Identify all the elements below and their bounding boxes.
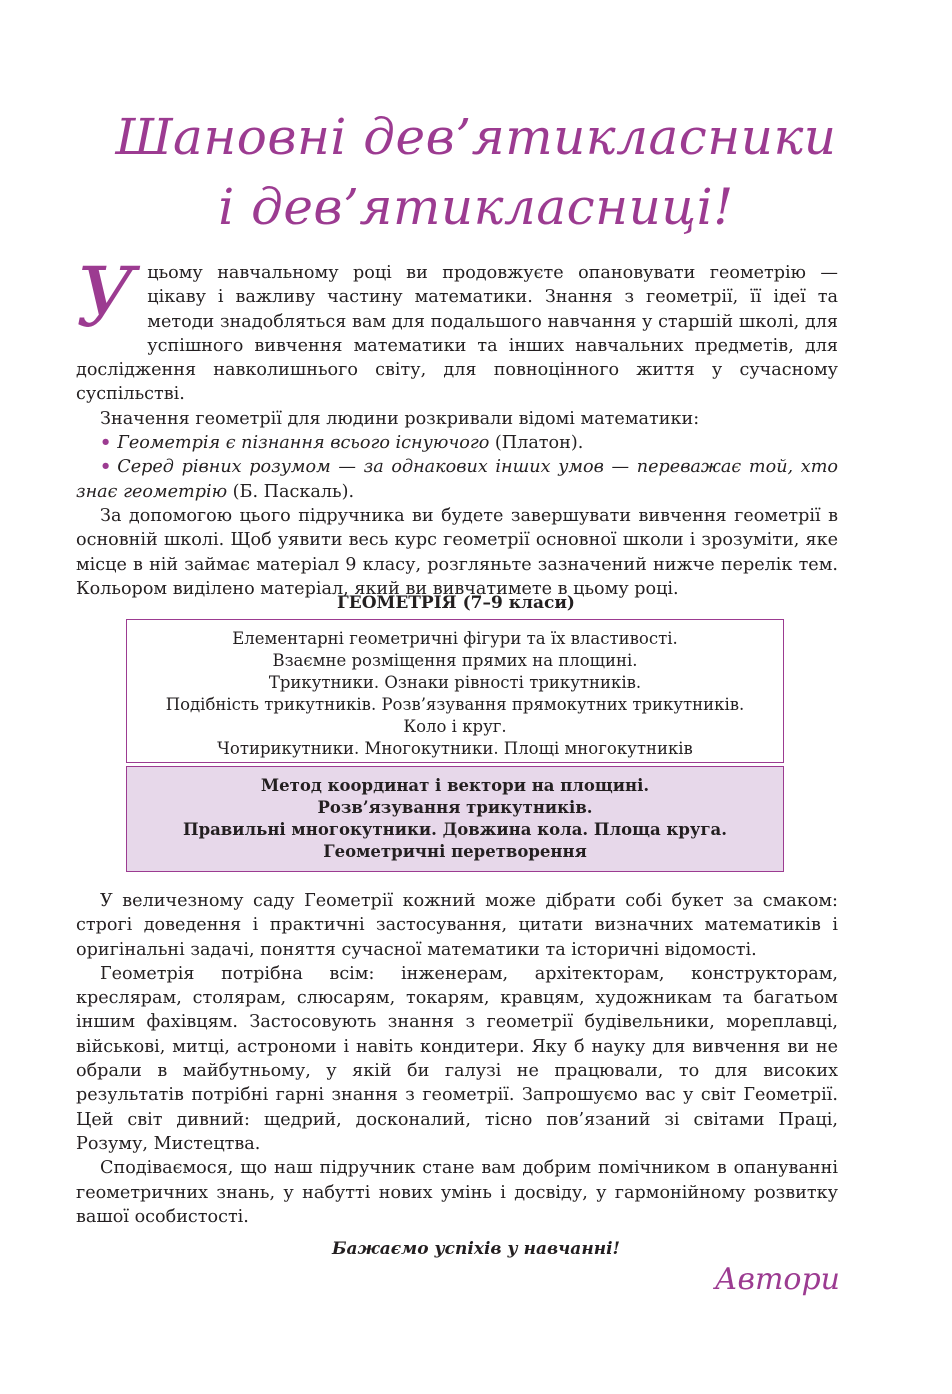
- topics-heading: ГЕОМЕТРІЯ (7–9 класи): [337, 593, 575, 613]
- closing-wish: Бажаємо успіхів у навчанні!: [331, 1239, 621, 1259]
- quote-pascal: [76, 455, 838, 504]
- hope-paragraph: Сподіваємося, що наш підручник стане вам добрим помічником в опануванні геометричних знань, у набутті нових умінь і досвіду, у гармонійному розвитку вашої особистості.: [76, 1158, 838, 1227]
- intro-section: [76, 251, 838, 601]
- page-title-line-2: і дев’ятикласниці!: [218, 178, 734, 236]
- topic-item: Коло і круг.: [403, 717, 507, 736]
- quote-plato: [76, 431, 838, 455]
- topic-item: Взаємне розміщення прямих на площині.: [272, 651, 638, 670]
- page-title-line-1: Шановні дев’ятикласники: [115, 108, 837, 166]
- intro-paragraph: цьому навчальному році ви продовжуєте опановувати геометрію — цікаву і важливу частину математики. Знання з геометрії, її ідеї та методи знадобляться вам для подальшого навчання у старшій школі, для успішного вивчення математики та інших навчальних предметів, для дослідження навколишнього світу, для повноцінного життя у сучасному суспільстві.: [76, 263, 838, 405]
- topic-item: Подібність трикутників. Розв’язування прямокутних трикутників.: [165, 695, 745, 714]
- bullet-icon: •: [100, 432, 112, 454]
- topic-item: Елементарні геометричні фігури та їх властивості.: [232, 629, 678, 648]
- topic-item-highlighted: Розв’язування трикутників.: [317, 798, 593, 817]
- quote-plato-author: (Платон).: [489, 433, 584, 454]
- authors-signature: Автори: [714, 1262, 840, 1297]
- quote-pascal-author: (Б. Паскаль).: [227, 481, 355, 502]
- quote-pascal-text: Серед рівних розумом — за однакових інших умов — переважає той, хто знає геометрію: [76, 457, 838, 502]
- garden-paragraph: У величезному саду Геометрії кожний може дібрати собі букет за смаком: строгі доведення і практичні застосування, цитати визначних математиків і оригінальні задачі, поняття сучасної математики та історичні відомості.: [76, 891, 838, 960]
- drop-cap: У: [76, 251, 136, 346]
- topic-item-highlighted: Правильні многокутники. Довжина кола. Площа круга.: [183, 820, 727, 839]
- topic-item-highlighted: Геометричні перетворення: [323, 842, 587, 861]
- bullet-icon: •: [100, 456, 112, 478]
- quotes-intro-paragraph: Значення геометрії для людини розкривали відомі математики:: [100, 408, 700, 429]
- topic-item-highlighted: Метод координат і вектори на площині.: [260, 776, 650, 795]
- topic-item: Трикутники. Ознаки рівності трикутників.: [268, 673, 642, 692]
- current-topics-box: [126, 766, 784, 872]
- topic-item: Чотирикутники. Многокутники. Площі многокутників: [217, 739, 693, 758]
- professions-paragraph: Геометрія потрібна всім: інженерам, архітекторам, конструкторам, креслярам, столярам, слюсарям, токарям, кравцям, художникам та багатьом іншим фахівцям. Застосовують знання з геометрії будівельники, мореплавці, військові, митці, астрономи і навіть кондитери. Яку б науку для вивчення ви не обрали в майбутньому, у якій би галузі не працювали, то для високих результатів потрібні гарні знання з геометрії. Запрошуємо вас у світ Геометрії. Цей світ дивний: щедрий, досконалий, тісно пов’язаний зі світами Праці, Розуму, Мистецтва.: [76, 963, 838, 1154]
- quote-plato-text: Геометрія є пізнання всього існуючого: [117, 433, 490, 454]
- previous-topics-box: [126, 619, 784, 763]
- textbook-paragraph: За допомогою цього підручника ви будете завершувати вивчення геометрії в основній школі. Щоб уявити весь курс геометрії основної школи і зрозуміти, яке місце в ній займає матеріал 9 класу, розгляньте зазначений нижче перелік тем. Кольором виділено матеріал, який ви вивчатимете в цьому році.: [76, 505, 838, 599]
- body-section: [76, 889, 838, 1229]
